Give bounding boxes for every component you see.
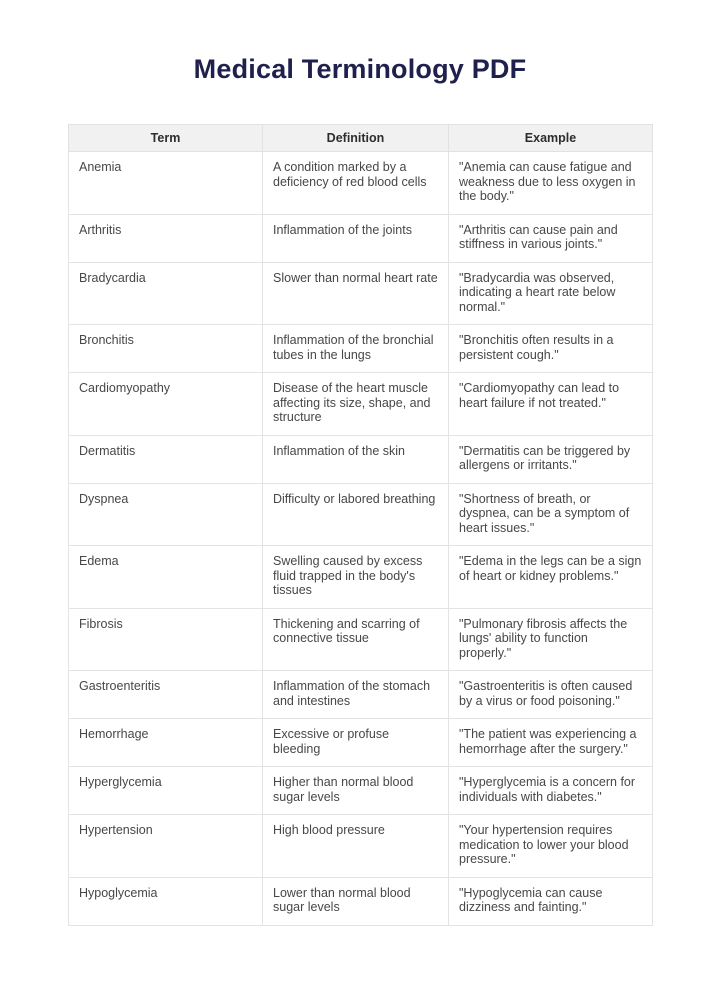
- table-row: [69, 767, 653, 815]
- definition-cell: Slower than normal heart rate: [263, 262, 449, 325]
- example-cell: "Arthritis can cause pain and stiffness in various joints.": [449, 214, 653, 262]
- table-row: [69, 608, 653, 671]
- definition-cell: Inflammation of the skin: [263, 435, 449, 483]
- definition-cell: Difficulty or labored breathing: [263, 483, 449, 546]
- definition-cell: Inflammation of the stomach and intestines: [263, 671, 449, 719]
- table-body: [69, 152, 653, 926]
- table-row: [69, 671, 653, 719]
- page-title: Medical Terminology PDF: [193, 54, 527, 84]
- definition-cell: Lower than normal blood sugar levels: [263, 877, 449, 925]
- term-cell: Fibrosis: [69, 608, 263, 671]
- definition-cell: Inflammation of the joints: [263, 214, 449, 262]
- definition-cell: Swelling caused by excess fluid trapped in the body's tissues: [263, 546, 449, 609]
- term-cell: Cardiomyopathy: [69, 373, 263, 436]
- example-cell: "Hypoglycemia can cause dizziness and fainting.": [449, 877, 653, 925]
- example-cell: "Dermatitis can be triggered by allergens or irritants.": [449, 435, 653, 483]
- term-cell: Anemia: [69, 152, 263, 215]
- example-cell: "Anemia can cause fatigue and weakness due to less oxygen in the body.": [449, 152, 653, 215]
- table-row: [69, 877, 653, 925]
- table-row: [69, 262, 653, 325]
- definition-cell: Excessive or profuse bleeding: [263, 719, 449, 767]
- definition-cell: Thickening and scarring of connective tissue: [263, 608, 449, 671]
- terminology-table: [68, 124, 653, 926]
- definition-cell: Inflammation of the bronchial tubes in the lungs: [263, 325, 449, 373]
- term-cell: Hypertension: [69, 815, 263, 878]
- table-row: [69, 152, 653, 215]
- definition-cell: Disease of the heart muscle affecting its size, shape, and structure: [263, 373, 449, 436]
- example-cell: "The patient was experiencing a hemorrhage after the surgery.": [449, 719, 653, 767]
- term-cell: Dyspnea: [69, 483, 263, 546]
- term-cell: Edema: [69, 546, 263, 609]
- definition-cell: Higher than normal blood sugar levels: [263, 767, 449, 815]
- table-header-row: [69, 125, 653, 152]
- example-cell: "Hyperglycemia is a concern for individuals with diabetes.": [449, 767, 653, 815]
- definition-cell: High blood pressure: [263, 815, 449, 878]
- table-row: [69, 373, 653, 436]
- table-row: [69, 719, 653, 767]
- term-cell: Gastroenteritis: [69, 671, 263, 719]
- table-row: [69, 815, 653, 878]
- table-row: [69, 435, 653, 483]
- term-cell: Hyperglycemia: [69, 767, 263, 815]
- term-cell: Hemorrhage: [69, 719, 263, 767]
- term-cell: Bradycardia: [69, 262, 263, 325]
- header-cell-example: Example: [449, 125, 653, 152]
- term-cell: Hypoglycemia: [69, 877, 263, 925]
- term-cell: Dermatitis: [69, 435, 263, 483]
- header-cell-definition: Definition: [263, 125, 449, 152]
- example-cell: "Shortness of breath, or dyspnea, can be a symptom of heart issues.": [449, 483, 653, 546]
- table-row: [69, 483, 653, 546]
- table-row: [69, 325, 653, 373]
- table-row: [69, 214, 653, 262]
- example-cell: "Bradycardia was observed, indicating a heart rate below normal.": [449, 262, 653, 325]
- term-cell: Arthritis: [69, 214, 263, 262]
- example-cell: "Your hypertension requires medication to lower your blood pressure.": [449, 815, 653, 878]
- example-cell: "Pulmonary fibrosis affects the lungs' ability to function properly.": [449, 608, 653, 671]
- example-cell: "Bronchitis often results in a persistent cough.": [449, 325, 653, 373]
- example-cell: "Edema in the legs can be a sign of heart or kidney problems.": [449, 546, 653, 609]
- definition-cell: A condition marked by a deficiency of red blood cells: [263, 152, 449, 215]
- example-cell: "Cardiomyopathy can lead to heart failure if not treated.": [449, 373, 653, 436]
- header-cell-term: Term: [69, 125, 263, 152]
- example-cell: "Gastroenteritis is often caused by a virus or food poisoning.": [449, 671, 653, 719]
- table-row: [69, 546, 653, 609]
- term-cell: Bronchitis: [69, 325, 263, 373]
